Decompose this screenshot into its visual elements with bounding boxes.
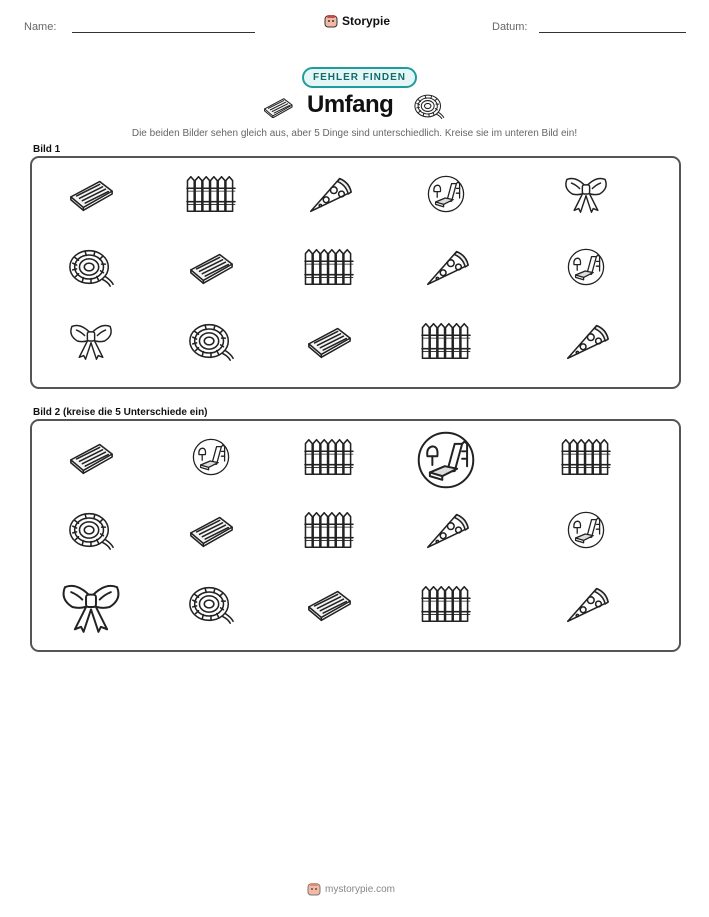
- page-title: Umfang: [307, 91, 394, 118]
- grid-cell[interactable]: [61, 241, 121, 293]
- bow-icon: [562, 174, 610, 214]
- grid-cell[interactable]: [416, 315, 476, 367]
- grid-cell[interactable]: [416, 241, 476, 293]
- name-field[interactable]: [72, 32, 255, 33]
- frame-icon: [67, 437, 115, 477]
- title-rope-icon: [413, 93, 445, 119]
- grid-cell[interactable]: [181, 315, 241, 367]
- pizza-icon: [422, 247, 470, 287]
- grid-cell[interactable]: [181, 431, 241, 483]
- fence-icon: [422, 321, 470, 361]
- frame-icon: [262, 96, 294, 118]
- playground-icon: [415, 429, 477, 491]
- grid-cell[interactable]: [61, 168, 121, 220]
- picture-2-label: Bild 2 (kreise die 5 Unterschiede ein): [33, 407, 208, 418]
- rope-icon: [67, 510, 115, 550]
- grid-cell[interactable]: [61, 315, 121, 367]
- picture-1-label: Bild 1: [33, 144, 61, 155]
- grid-cell[interactable]: [181, 241, 241, 293]
- date-field[interactable]: [539, 32, 686, 33]
- grid-cell[interactable]: [416, 504, 476, 556]
- grid-cell[interactable]: [416, 168, 476, 220]
- bow-icon: [60, 576, 122, 638]
- footer-url[interactable]: mystorypie.com: [325, 883, 396, 895]
- grid-cell[interactable]: [299, 315, 359, 367]
- grid-cell[interactable]: [299, 241, 359, 293]
- rope-icon: [413, 93, 445, 119]
- fence-icon: [305, 510, 353, 550]
- rope-icon: [187, 584, 235, 624]
- bow-icon: [67, 321, 115, 361]
- frame-icon: [187, 247, 235, 287]
- grid-cell[interactable]: [556, 241, 616, 293]
- grid-cell[interactable]: [556, 168, 616, 220]
- grid-cell[interactable]: [416, 425, 476, 495]
- grid-cell[interactable]: [556, 315, 616, 367]
- grid-cell[interactable]: [61, 431, 121, 483]
- brand-logo: [324, 14, 390, 28]
- title-frame-icon: [262, 96, 294, 118]
- picture-1-panel: [30, 156, 681, 389]
- brand-name: Storypie: [342, 14, 391, 28]
- grid-cell[interactable]: [299, 431, 359, 483]
- playground-icon: [422, 174, 470, 214]
- fence-icon: [305, 247, 353, 287]
- grid-cell[interactable]: [61, 572, 121, 642]
- fence-icon: [422, 584, 470, 624]
- pizza-icon: [422, 510, 470, 550]
- grid-cell[interactable]: [556, 578, 616, 630]
- instructions: Die beiden Bilder sehen gleich aus, aber 5 Dinge sind unterschiedlich. Kreise sie im unteren Bild ein!: [131, 128, 578, 139]
- rope-icon: [187, 321, 235, 361]
- footer: [307, 882, 395, 896]
- grid-cell[interactable]: [181, 578, 241, 630]
- grid-cell[interactable]: [181, 504, 241, 556]
- name-label: Name:: [24, 21, 57, 33]
- fence-icon: [187, 174, 235, 214]
- grid-cell[interactable]: [299, 504, 359, 556]
- grid-cell[interactable]: [181, 168, 241, 220]
- playground-icon: [562, 510, 610, 550]
- activity-badge: FEHLER FINDEN: [302, 67, 417, 88]
- grid-cell[interactable]: [556, 431, 616, 483]
- pizza-icon: [562, 321, 610, 361]
- pizza-icon: [562, 584, 610, 624]
- picture-2-panel: [30, 419, 681, 652]
- playground-icon: [187, 437, 235, 477]
- fence-icon: [562, 437, 610, 477]
- date-label: Datum:: [492, 21, 528, 33]
- pizza-icon: [305, 174, 353, 214]
- grid-cell[interactable]: [416, 578, 476, 630]
- frame-icon: [187, 510, 235, 550]
- grid-cell[interactable]: [299, 578, 359, 630]
- grid-cell[interactable]: [556, 504, 616, 556]
- fence-icon: [305, 437, 353, 477]
- frame-icon: [305, 584, 353, 624]
- storypie-logo-icon: [324, 14, 338, 28]
- playground-icon: [562, 247, 610, 287]
- grid-cell[interactable]: [61, 504, 121, 556]
- rope-icon: [67, 247, 115, 287]
- storypie-logo-icon: [307, 882, 321, 896]
- grid-cell[interactable]: [299, 168, 359, 220]
- frame-icon: [305, 321, 353, 361]
- frame-icon: [67, 174, 115, 214]
